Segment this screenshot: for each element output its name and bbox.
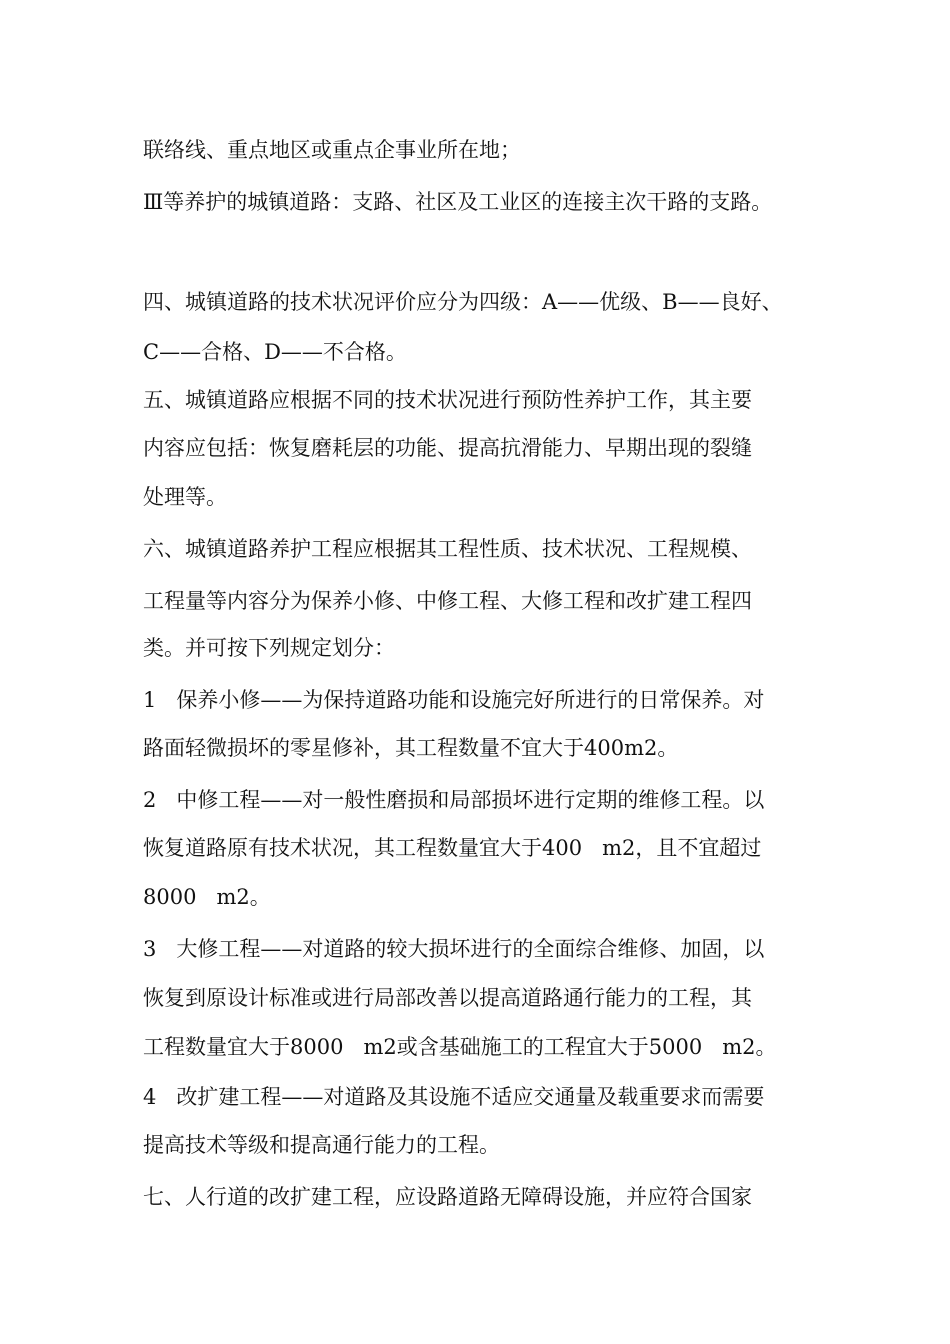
- text-line: 六、城镇道路养护工程应根据其工程性质、技术状况、工程规模、: [143, 537, 752, 561]
- text-line: 8000 m2。: [143, 885, 271, 909]
- text-line: C——合格、D——不合格。: [143, 340, 407, 364]
- text-line: 恢复到原设计标准或进行局部改善以提高道路通行能力的工程，其: [143, 986, 752, 1010]
- text-line: 工程量等内容分为保养小修、中修工程、大修工程和改扩建工程四: [143, 589, 752, 613]
- text-line: 2 中修工程——对一般性磨损和局部损坏进行定期的维修工程。以: [143, 788, 765, 812]
- text-line: 1 保养小修——为保持道路功能和设施完好所进行的日常保养。对: [143, 688, 765, 712]
- text-line: 联络线、重点地区或重点企事业所在地；: [143, 138, 521, 162]
- text-line: 四、城镇道路的技术状况评价应分为四级：A——优级、B——良好、: [143, 290, 783, 314]
- text-line: 路面轻微损坏的零星修补，其工程数量不宜大于400m2。: [143, 736, 679, 760]
- text-line: 恢复道路原有技术状况，其工程数量宜大于400 m2，且不宜超过: [143, 836, 762, 860]
- text-line: 七、人行道的改扩建工程，应设路道路无障碍设施，并应符合国家: [143, 1185, 752, 1209]
- text-line: 五、城镇道路应根据不同的技术状况进行预防性养护工作，其主要: [143, 388, 752, 412]
- text-line: 处理等。: [143, 485, 227, 509]
- text-line: 4 改扩建工程——对道路及其设施不适应交通量及载重要求而需要: [143, 1085, 765, 1109]
- text-line: Ⅲ等养护的城镇道路：支路、社区及工业区的连接主次干路的支路。: [143, 190, 773, 214]
- text-line: 3 大修工程——对道路的较大损坏进行的全面综合维修、加固，以: [143, 937, 765, 961]
- text-line: 提高技术等级和提高通行能力的工程。: [143, 1133, 500, 1157]
- text-line: 工程数量宜大于8000 m2或含基础施工的工程宜大于5000 m2。: [143, 1035, 777, 1059]
- text-line: 内容应包括：恢复磨耗层的功能、提高抗滑能力、早期出现的裂缝: [143, 436, 752, 460]
- text-line: 类。并可按下列规定划分：: [143, 636, 395, 660]
